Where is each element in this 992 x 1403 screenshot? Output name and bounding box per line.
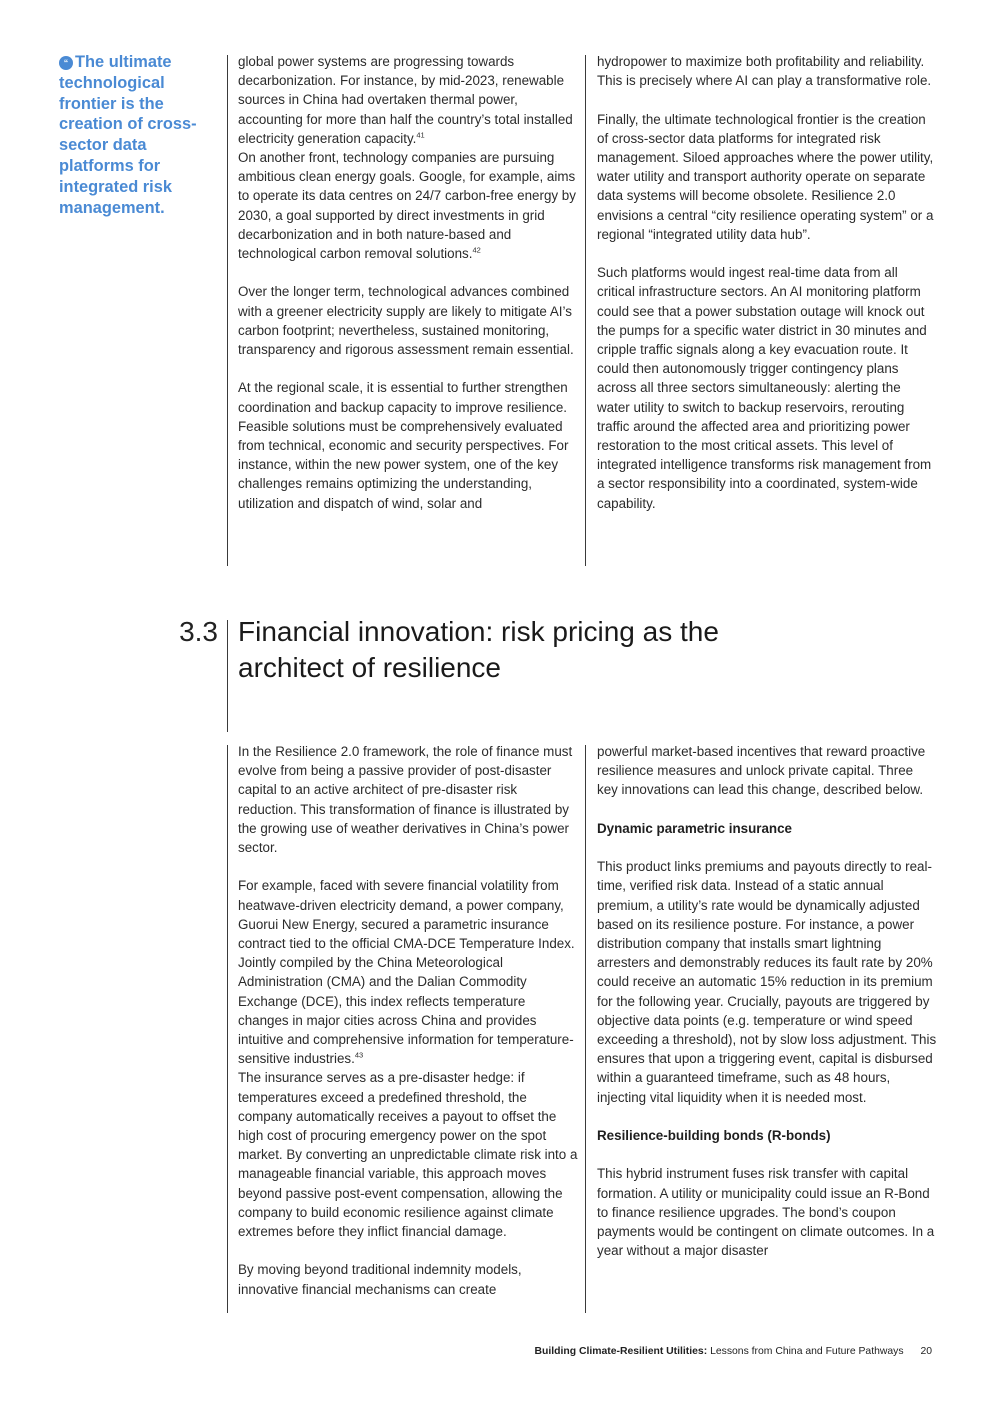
page-footer (400, 1346, 932, 1357)
pull-quote-text: The ultimate technological frontier is the creation of cross-sector data platforms for integrated risk management. (59, 53, 197, 217)
footer-title-rest: Lessons from China and Future Pathways (710, 1346, 904, 1357)
page-number: 20 (920, 1346, 932, 1357)
top-right-column (587, 52, 937, 513)
column-divider (585, 745, 586, 1313)
paragraph: In the Resilience 2.0 framework, the role of finance must evolve from being a passive provider of post-disaster capital to an active architect of pre-disaster risk reduction. This transformation of finance is illustrated by the growing use of weather derivatives in China’s power sector. (238, 744, 573, 856)
paragraph: Over the longer term, technological advances combined with a greener electricity supply are likely to mitigate AI’s carbon footprint; nevertheless, sustained monitoring, transparency and rigorous assessment remain essential. (238, 284, 574, 358)
paragraph (238, 52, 578, 148)
column-divider (585, 55, 586, 566)
paragraph: Finally, the ultimate technological frontier is the creation of cross-sector data platforms for integrated risk management. Siloed approaches where the power utility, water utility and transport authority operate on separate data systems will become obsolete. Resilience 2.0 envisions a central “city resilience operating system” or a regional “integrated utility data hub”. (597, 111, 934, 242)
subheading-r-bonds: Resilience-building bonds (R-bonds) (597, 1128, 831, 1144)
footer-title-bold: Building Climate-Resilient Utilities: (534, 1346, 708, 1357)
quote-icon: “ (59, 56, 73, 70)
paragraph: hydropower to maximize both profitability and reliability. This is precisely where AI can play a transformative role. (597, 54, 932, 89)
paragraph: At the regional scale, it is essential to further strengthen coordination and backup capacity to improve resilience. Feasible solutions must be comprehensively evaluated from technical, economic and security perspectives. For instance, within the new power system, one of the key challenges remains optimizing the understanding, utilization and dispatch of wind, solar and (238, 380, 569, 511)
footnote-ref: 43 (354, 1050, 364, 1060)
bottom-right-column (587, 742, 937, 1260)
footnote-ref: 41 (416, 130, 425, 140)
footnote-ref: 42 (472, 245, 481, 255)
bottom-left-column (228, 742, 578, 1299)
pull-quote (59, 52, 217, 218)
paragraph: This product links premiums and payouts directly to real-time, verified risk data. Instead of a static annual premium, a utility’s rate would be dynamically adjusted based on its resilience posture. For instance, a power distribution company that installs smart lightning arresters and demonstrably reduces its fault rate by 20% could receive an automatic 15% reduction in its premium for the following year. Crucially, payouts are triggered by objective data points (e.g. temperature or wind speed exceeding a threshold), not by slow loss adjustment. This ensures that upon a triggering event, capital is disbursed within a guaranteed timeframe, such as 48 hours, injecting vital liquidity when it is needed most. (597, 859, 937, 1105)
section-title: Financial innovation: risk pricing as the architect of resilience (238, 616, 719, 683)
paragraph: The insurance serves as a pre-disaster hedge: if temperatures exceed a predefined threshold, the company automatically receives a payout to offset the high cost of procuring emergency power on the spot market. By converting an unpredictable climate risk into a manageable financial variable, this approach moves beyond passive post-event compensation, allowing the company to build economic resilience against climate extremes before they inflict financial damage. (238, 1070, 578, 1240)
paragraph: powerful market-based incentives that reward proactive resilience measures and unlock private capital. Three key innovations can lead this change, described below. (597, 744, 926, 798)
top-left-column (228, 52, 578, 513)
paragraph: Such platforms would ingest real-time data from all critical infrastructure sectors. An AI monitoring platform could see that a power substation outage will knock out the pumps for a specific water district in 30 minutes and cripple traffic signals along a key evacuation route. It could then autonomously trigger contingency plans across all three sectors simultaneously: alerting the water utility to switch to backup reservoirs, rerouting traffic around the affected area and prioritizing power restoration to the most critical assets. This level of integrated intelligence transforms risk management from a sector responsibility into a coordinated, system-wide capability. (597, 265, 932, 511)
subheading-dynamic-parametric-insurance: Dynamic parametric insurance (597, 820, 792, 836)
section-number: 3.3 (179, 616, 218, 647)
paragraph-text: For example, faced with severe financial volatility from heatwave-driven electricity demand, a power company, Guorui New Energy, secured a parametric insurance contract tied to the official CMA-DCE Temperature Index. Jointly compiled by the China Meteorological Administration (CMA) and the Dalian Commodity Exchange (DCE), this index reflects temperature changes in major cities across China and provides intuitive and comprehensive information for temperature-sensitive industries. (238, 878, 575, 1067)
paragraph: This hybrid instrument fuses risk transfer with capital formation. A utility or municipality could issue an R-Bond to finance resilience upgrades. The bond’s coupon payments would be contingent on climate outcomes. In a year without a major disaster (597, 1166, 935, 1259)
paragraph (238, 148, 578, 263)
section-divider (227, 620, 228, 732)
paragraph (238, 876, 578, 1068)
paragraph: By moving beyond traditional indemnity models, innovative financial mechanisms can create (238, 1262, 522, 1297)
paragraph-text: On another front, technology companies are pursuing ambitious clean energy goals. Google, for example, aims to operate its data centres on 24/7 carbon-free energy by 2030, a goal supported by direct investments in grid decarbonization and in both nature-based and technological carbon removal solutions. (238, 150, 576, 262)
paragraph-text: global power systems are progressing towards decarbonization. For instance, by mid-2023, renewable sources in China had overtaken thermal power, accounting for more than half the country’s total installed electricity generation capacity. (238, 54, 573, 146)
